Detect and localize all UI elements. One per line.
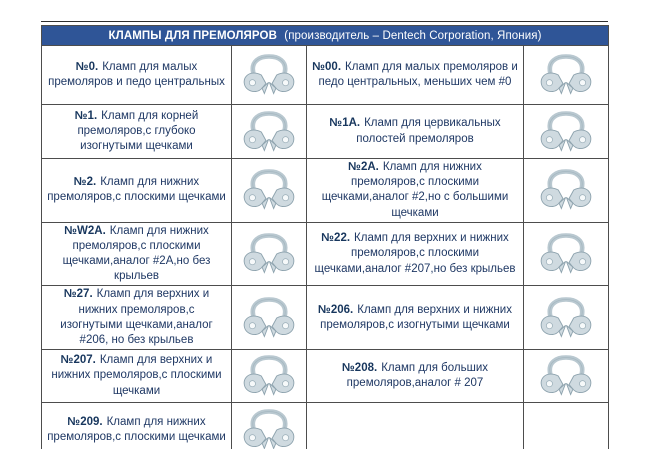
clamp-description: Кламп для нижних премоляров,с плоскими щечками,аналог #2,но с большими щечками [321,161,509,219]
clamp-number: №0. [75,60,99,73]
clamp-208-description-cell [307,350,524,403]
clamp-27-description-cell [42,286,232,350]
clamp-2a-description-cell [307,159,524,223]
dental-clamp-icon [539,169,593,211]
clamp-2-photo-cell [232,159,307,223]
clamp-number: №1. [74,109,98,122]
clamp-number: №208. [341,361,378,374]
clamp-description: Кламп для верхних и нижних премоляров,с плоскими щечками [51,354,222,397]
clamp-number: №22. [321,232,351,245]
dental-clamp-icon [539,54,593,96]
clamp-description: Кламп для больших премоляров,аналог # 207 [346,361,488,390]
dental-clamp-icon [242,54,296,96]
clamp-209-description-cell [42,403,232,449]
clamp-number: №00. [312,60,342,73]
clamp-w2a-description-cell [42,222,232,286]
clamp-description: Кламп для нижних премоляров,с плоскими щечками,аналог #2А,но без крыльев [62,224,211,283]
empty-description-cell [307,403,524,449]
clamp-00-description-cell [307,46,524,105]
clamp-22-photo-cell [524,222,609,286]
clamp-0-description-cell [42,46,232,105]
clamp-00-photo-cell [524,46,609,105]
clamp-207-description-cell [42,350,232,403]
dental-clamp-icon [539,297,593,339]
dental-clamp-icon [539,111,593,153]
clamp-206-photo-cell [524,286,609,350]
premolar-clamps-table [41,25,609,449]
clamp-description: Кламп для верхних и нижних премоляров,с плоскими щечками,аналог #207,но без крыльев [314,232,516,275]
table-title [42,26,609,46]
clamp-description: Кламп для корней премоляров,с глубоко изогнутыми щечками [77,109,199,153]
clamp-0-photo-cell [232,46,307,105]
table-row [42,403,609,449]
table-header-row [42,26,609,46]
clamp-1-photo-cell [232,105,307,159]
clamp-number: №1А. [329,117,361,130]
table-row [42,350,609,403]
table-row [42,159,609,223]
clamp-1a-photo-cell [524,105,609,159]
table-title-main: КЛАМПЫ ДЛЯ ПРЕМОЛЯРОВ [108,29,277,42]
clamp-number: №207. [60,354,96,367]
clamp-number: №209. [67,415,103,428]
clamp-208-photo-cell [524,350,609,403]
empty-photo-cell [524,403,609,449]
clamp-w2a-photo-cell [232,222,307,286]
dental-clamp-icon [242,355,296,397]
clamp-description: Кламп для малых премоляров и педо центральных [48,60,225,88]
dental-clamp-icon [242,233,296,275]
clamp-22-description-cell [307,222,524,286]
clamp-number: №2. [73,176,97,189]
clamp-number: №2А. [348,161,379,173]
table-row [42,222,609,286]
clamp-number: №206. [318,303,354,316]
table-row [42,105,609,159]
dental-clamp-icon [539,233,593,275]
clamp-description: Кламп для нижних премоляров,с плоскими щечками [47,415,226,444]
clamp-description: Кламп для малых премоляров и педо центральных, меньших чем #0 [318,60,518,88]
clamp-27-photo-cell [232,286,307,350]
clamp-number: №27. [63,288,93,301]
table-title-subtitle: (производитель – Dentech Corporation, Япония) [284,29,542,42]
clamp-209-photo-cell [232,403,307,449]
clamp-description: Кламп для цервикальных полостей премоляров [356,117,501,145]
clamp-2-description-cell [42,159,232,223]
dental-clamp-icon [539,355,593,397]
clamp-206-description-cell [307,286,524,350]
table-top-rule [41,21,608,22]
clamp-description: Кламп для верхних и нижних премоляров,с изогнутыми щечками [320,303,512,331]
clamp-number: №W2A. [64,224,106,237]
table-row [42,46,609,105]
clamp-207-photo-cell [232,350,307,403]
dental-clamp-icon [242,169,296,211]
dental-clamp-icon [242,409,296,449]
clamp-description: Кламп для нижних премоляров,с плоскими щечками [47,176,226,204]
clamp-1a-description-cell [307,105,524,159]
clamp-1-description-cell [42,105,232,159]
dental-clamp-icon [242,111,296,153]
table-row [42,286,609,350]
dental-clamp-icon [242,297,296,339]
clamp-description: Кламп для верхних и нижних премоляров,с изогнутыми щечками,аналог #206, но без крыльев [60,288,213,346]
clamp-2a-photo-cell [524,159,609,223]
